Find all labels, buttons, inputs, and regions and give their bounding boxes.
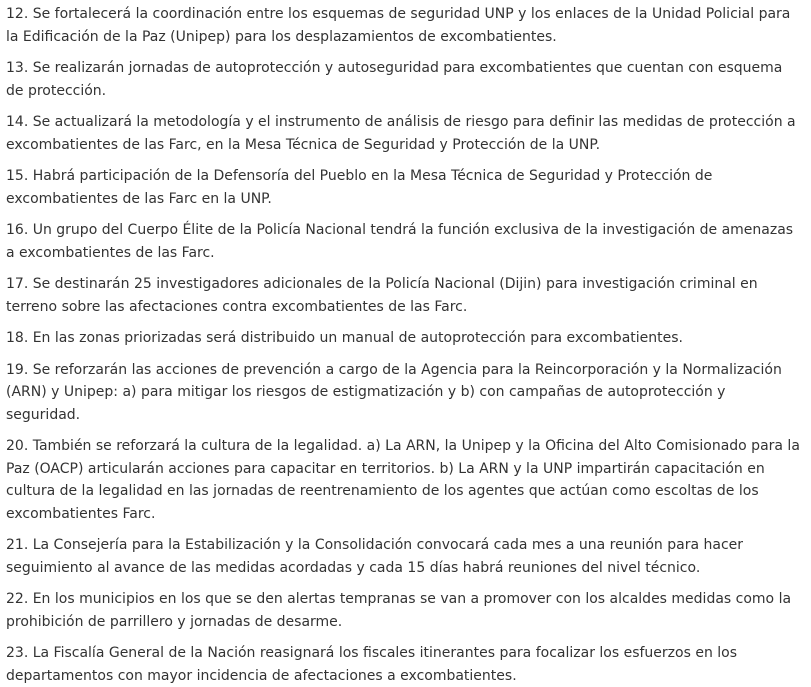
- paragraph-item-23: 23. La Fiscalía General de la Nación reasignará los fiscales itinerantes para focalizar los esfuerzos en los departamentos con mayor incidencia de afectaciones a excombatientes.: [6, 645, 738, 684]
- paragraph-item-19: 19. Se reforzarán las acciones de prevención a cargo de la Agencia para la Reincorporación y la Normalización (ARN) y Unipep: a) para mitigar los riesgos de estigmatización y b) con campañas de autoprotección y seguridad.: [6, 361, 782, 423]
- paragraph-item-13: 13. Se realizarán jornadas de autoprotección y autoseguridad para excombatientes que cuentan con esquema de protección.: [6, 60, 783, 99]
- paragraph-item-22: 22. En los municipios en los que se den alertas tempranas se van a promover con los alcaldes medidas como la prohibición de parrillero y jornadas de desarme.: [6, 591, 792, 630]
- paragraph-item-12: 12. Se fortalecerá la coordinación entre los esquemas de seguridad UNP y los enlaces de la Unidad Policial para la Edificación de la Paz (Unipep) para los desplazamientos de excombatientes.: [6, 6, 791, 45]
- paragraph-item-15: 15. Habrá participación de la Defensoría del Pueblo en la Mesa Técnica de Seguridad y Protección de excombatientes de las Farc en la UNP.: [6, 168, 713, 207]
- paragraph-item-20: 20. También se reforzará la cultura de la legalidad. a) La ARN, la Unipep y la Oficina del Alto Comisionado para la Paz (OACP) articularán acciones para capacitar en territorios. b) La ARN y la UNP impartirán capacitación en cultura de la legalidad en las jornadas de reentrenamiento de los agentes que actúan como escoltas de los excombatientes Farc.: [6, 438, 800, 522]
- paragraph-item-21: 21. La Consejería para la Estabilización y la Consolidación convocará cada mes a una reunión para hacer seguimiento al avance de las medidas acordadas y cada 15 días habrá reuniones del nivel técnico.: [6, 537, 744, 576]
- paragraph-item-18: 18. En las zonas priorizadas será distribuido un manual de autoprotección para excombatientes.: [6, 330, 683, 346]
- paragraph-item-14: 14. Se actualizará la metodología y el instrumento de análisis de riesgo para definir las medidas de protección a excombatientes de las Farc, en la Mesa Técnica de Seguridad y Protección de la UNP.: [6, 114, 796, 153]
- paragraph-item-17: 17. Se destinarán 25 investigadores adicionales de la Policía Nacional (Dijin) para investigación criminal en terreno sobre las afectaciones contra excombatientes de las Farc.: [6, 276, 758, 315]
- paragraph-item-16: 16. Un grupo del Cuerpo Élite de la Policía Nacional tendrá la función exclusiva de la investigación de amenazas a excombatientes de las Farc.: [6, 222, 794, 261]
